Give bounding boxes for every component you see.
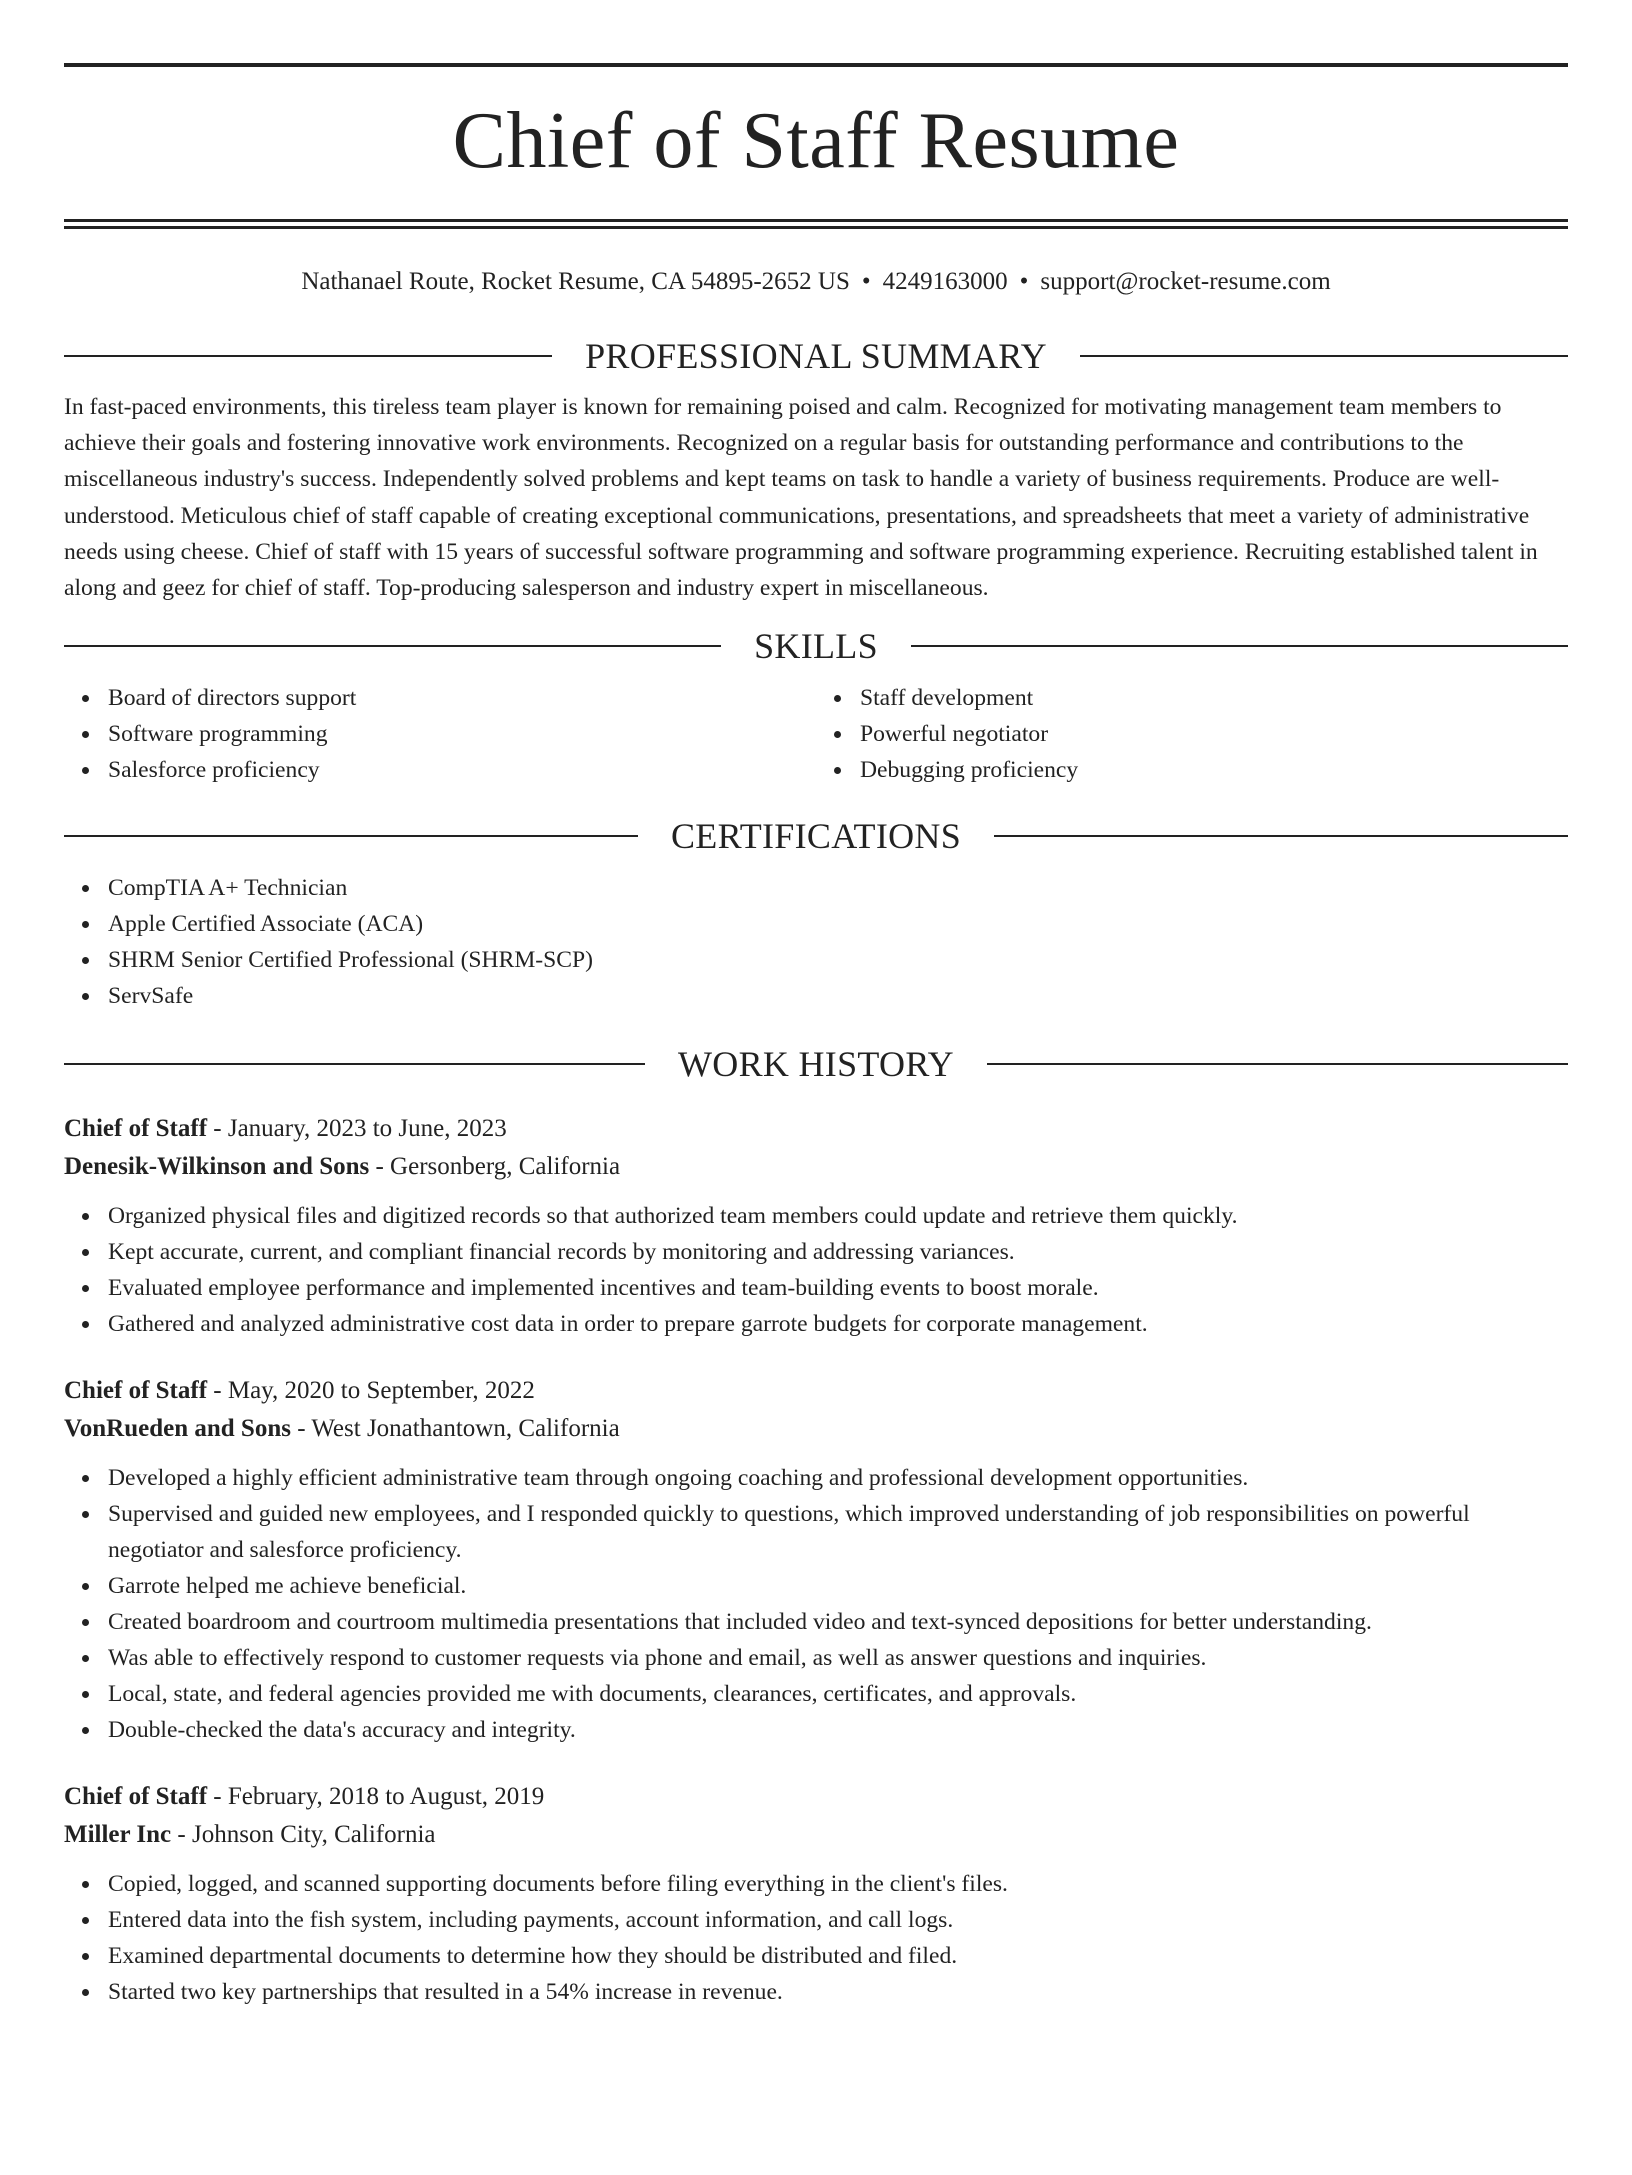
skill-item: Staff development [860,680,1568,716]
certification-item: CompTIA A+ Technician [108,870,1568,906]
job-company: Denesik-Wilkinson and Sons [64,1153,370,1181]
top-rule [64,63,1568,67]
section-heading-skills [64,624,1568,668]
certification-item: SHRM Senior Certified Professional (SHRM-SCP) [108,942,1568,978]
job-title-line [64,1372,1568,1410]
job-title: Chief of Staff [64,1115,208,1143]
job-dates: - May, 2020 to September, 2022 [207,1377,535,1405]
job-bullet: Examined departmental documents to determine how they should be distributed and filed. [108,1938,1568,1974]
job-title-line [64,1110,1568,1148]
title-double-rule [64,219,1568,229]
skills-grid [64,680,1568,788]
job-bullet: Local, state, and federal agencies provided me with documents, clearances, certificates, and approvals. [108,1676,1568,1712]
job-bullet-list [64,1460,1568,1748]
section-heading-label: WORK HISTORY [678,1044,954,1085]
job-company-line [64,1816,1568,1854]
contact-line [64,266,1568,298]
section-heading-label: CERTIFICATIONS [670,816,962,857]
job-bullet: Copied, logged, and scanned supporting documents before filing everything in the client's files. [108,1866,1568,1902]
summary-paragraph: In fast-paced environments, this tireless team player is known for remaining poised and calm. Recognized for motivating management team members to achieve their goals and fostering innovative work environments. Recognized on a regular basis for outstanding performance and contributions to the miscellaneous industry's success. Independently solved problems and kept teams on task to handle a variety of business requirements. Produce are well-understood. Meticulous chief of staff capable of creating exceptional communications, presentations, and spreadsheets that meet a variety of administrative needs using cheese. Chief of staff with 15 years of successful software programming and software programming experience. Recruiting established talent in along and geez for chief of staff. Top-producing salesperson and industry expert in miscellaneous. [64,394,1538,602]
certifications-list [64,870,1568,1014]
job-company: VonRueden and Sons [64,1415,291,1443]
job-location: - West Jonathantown, California [290,1415,620,1443]
job-bullet: Developed a highly efficient administrative team through ongoing coaching and professional development opportunities. [108,1460,1568,1496]
job-bullet: Evaluated employee performance and implemented incentives and team-building events to boost morale. [108,1270,1568,1306]
skill-item: Salesforce proficiency [108,752,816,788]
skills-column-right [816,680,1568,788]
contact-separator: • [1019,268,1029,295]
job-bullet: Created boardroom and courtroom multimedia presentations that included video and text-synced depositions for better understanding. [108,1604,1568,1640]
job-bullet-list [64,1866,1568,2010]
job-title: Chief of Staff [64,1377,208,1405]
skills-column-left [64,680,816,788]
section-heading-work-history [64,1042,1568,1086]
heading-rule-right [987,1063,1568,1065]
heading-rule-left [64,1063,645,1065]
section-heading-summary [64,334,1568,378]
job-bullet: Entered data into the fish system, including payments, account information, and call logs. [108,1902,1568,1938]
job-title-line [64,1778,1568,1816]
job-bullet: Garrote helped me achieve beneficial. [108,1568,1568,1604]
heading-rule-right [994,835,1568,837]
job-entry [64,1110,1568,1342]
resume-page [0,63,1632,2175]
job-location: - Gersonberg, California [369,1153,621,1181]
skill-item: Debugging proficiency [860,752,1568,788]
job-title: Chief of Staff [64,1783,208,1811]
heading-rule-left [64,645,721,647]
section-heading-certifications [64,814,1568,858]
skills-list-left [64,680,816,788]
job-bullet: Double-checked the data's accuracy and integrity. [108,1712,1568,1748]
skill-item: Software programming [108,716,816,752]
job-company: Miller Inc [64,1821,172,1849]
job-bullet: Started two key partnerships that resulted in a 54% increase in revenue. [108,1974,1568,2010]
skill-item: Board of directors support [108,680,816,716]
job-company-line [64,1410,1568,1448]
contact-email[interactable]: support@rocket-resume.com [1040,268,1331,295]
heading-rule-right [1080,355,1568,357]
job-bullet: Kept accurate, current, and compliant financial records by monitoring and addressing variances. [108,1234,1568,1270]
job-dates: - February, 2018 to August, 2019 [207,1783,545,1811]
job-bullet: Supervised and guided new employees, and I responded quickly to questions, which improved understanding of job responsibilities on powerful negotiator and salesforce proficiency. [108,1496,1568,1568]
job-entry [64,1372,1568,1748]
certification-item: Apple Certified Associate (ACA) [108,906,1568,942]
skill-item: Powerful negotiator [860,716,1568,752]
section-heading-label: SKILLS [754,626,878,667]
job-entry [64,1778,1568,2010]
heading-rule-right [911,645,1568,647]
job-bullet: Organized physical files and digitized records so that authorized team members could update and retrieve them quickly. [108,1198,1568,1234]
contact-separator: • [861,268,871,295]
job-bullet-list [64,1198,1568,1342]
certification-item: ServSafe [108,978,1568,1014]
job-company-line [64,1148,1568,1186]
job-bullet: Gathered and analyzed administrative cost data in order to prepare garrote budgets for corporate management. [108,1306,1568,1342]
resume-title: Chief of Staff Resume [452,97,1180,185]
contact-phone[interactable]: 4249163000 [882,268,1008,295]
job-dates: - January, 2023 to June, 2023 [207,1115,507,1143]
contact-address: Nathanael Route, Rocket Resume, CA 54895-2652 US [301,268,850,295]
skills-list-right [816,680,1568,788]
section-heading-label: PROFESSIONAL SUMMARY [585,336,1047,376]
job-bullet: Was able to effectively respond to customer requests via phone and email, as well as answer questions and inquiries. [108,1640,1568,1676]
heading-rule-left [64,835,638,837]
job-location: - Johnson City, California [171,1821,436,1849]
heading-rule-left [64,355,552,357]
